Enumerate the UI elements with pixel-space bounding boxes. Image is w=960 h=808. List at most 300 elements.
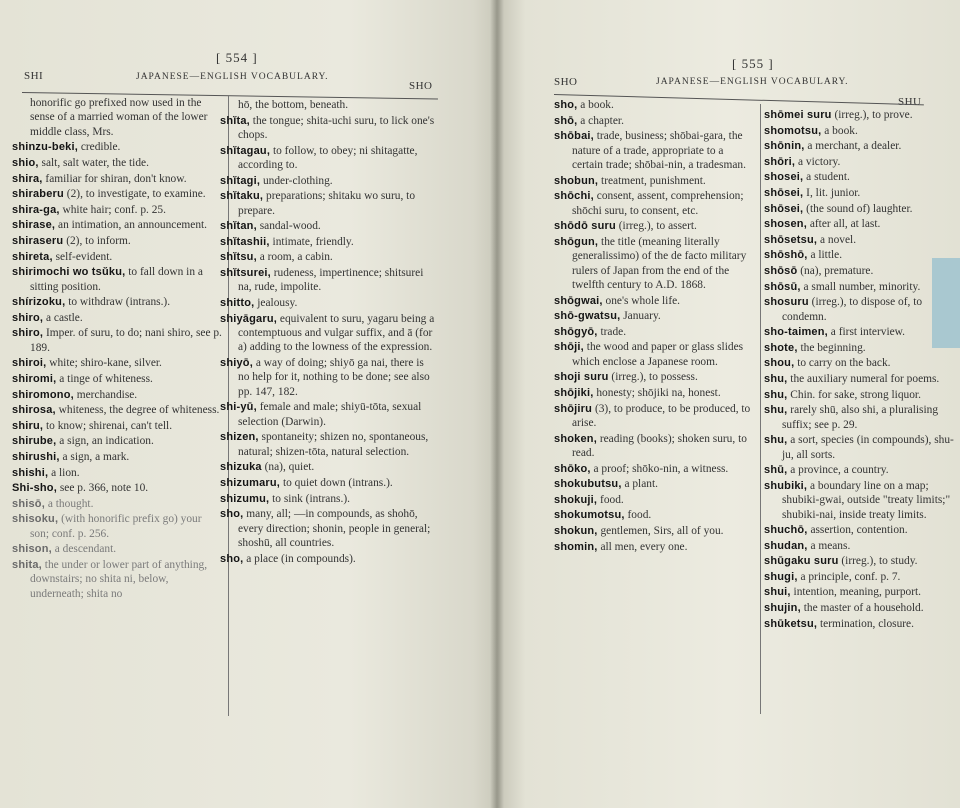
entry-definition: a sort, species (in compounds), shu-ju, all sorts. (782, 434, 954, 461)
entry-headword: shizumu, (220, 492, 270, 505)
entry-definition: the title (meaning literally generalissimo) of the de facto military rulers of Japan from the end of the twelfth century to A.D. 1868. (572, 235, 747, 291)
left-page-number: [ 554 ] (216, 50, 258, 65)
dictionary-entry (220, 98, 435, 112)
dictionary-entry (764, 170, 954, 184)
entry-definition: (with honorific prefix go) your son; conf. p. 256. (30, 513, 202, 540)
entry-headword: shō, (554, 114, 578, 127)
entry-headword: shiro, (12, 311, 44, 324)
entry-definition: (irreg.), to possess. (611, 371, 698, 384)
dictionary-entry (220, 507, 435, 550)
entry-headword: shu, (764, 434, 788, 447)
dictionary-entry (220, 189, 435, 218)
right-page (498, 0, 960, 808)
dictionary-entry (220, 356, 435, 399)
dictionary-entry (764, 202, 954, 216)
entry-headword: shomotsu, (764, 124, 822, 137)
dictionary-entry (12, 466, 222, 480)
dictionary-entry (764, 403, 954, 432)
dictionary-entry (12, 372, 222, 386)
entry-headword: shōchi, (554, 190, 594, 203)
entry-definition: to know; shirenai, can't tell. (46, 419, 173, 432)
dictionary-entry (12, 326, 222, 355)
entry-definition: a novel. (820, 233, 857, 246)
dictionary-entry (764, 585, 954, 599)
dictionary-entry (554, 129, 754, 172)
dictionary-entry (764, 217, 954, 231)
entry-headword: shudan, (764, 539, 808, 552)
entry-definition: gentlemen, Sirs, all of you. (600, 524, 724, 537)
entry-definition: the tongue; shita-uchi suru, to lick one's chops. (238, 114, 435, 141)
entry-headword: shira, (12, 172, 43, 185)
entry-definition: a room, a cabin. (259, 251, 333, 264)
dictionary-entry (764, 233, 954, 247)
left-column-2-entries (220, 98, 435, 567)
entry-definition: a victory. (798, 155, 841, 168)
entry-definition: assertion, contention. (810, 524, 908, 537)
dictionary-entry (554, 493, 754, 507)
dictionary-entry (764, 617, 954, 631)
entry-headword: shūketsu, (764, 617, 818, 630)
entry-definition: treatment, punishment. (601, 174, 706, 187)
entry-definition: to withdraw (intrans.). (68, 296, 171, 309)
dictionary-entry (764, 139, 954, 153)
entry-headword: shirosa, (12, 404, 56, 417)
dictionary-entry (764, 539, 954, 553)
entry-headword: shinzu-beki, (12, 141, 78, 154)
entry-headword: shiromi, (12, 372, 57, 385)
entry-definition: a small number, minority. (803, 280, 921, 293)
entry-headword: shiyāgaru, (220, 312, 278, 325)
entry-headword: shiru, (12, 419, 44, 432)
dictionary-entry (554, 98, 754, 112)
entry-headword: sho, (554, 99, 578, 111)
entry-definition: the master of a household. (803, 602, 924, 615)
entry-headword: shote, (764, 341, 798, 354)
entry-definition: female and male; shiyū-tōta, sexual selection (Darwin). (238, 401, 422, 428)
entry-definition: (irreg.), to assert. (618, 220, 697, 233)
dictionary-entry (764, 264, 954, 278)
dictionary-entry (764, 341, 954, 355)
dictionary-entry (220, 552, 435, 566)
entry-definition: a little. (810, 249, 843, 262)
entry-definition: equivalent to suru, yagaru being a contemptuous and vulgar suffix, and ā (for a) adding to the lowness of the expression. (238, 312, 435, 354)
entry-definition: credible. (80, 141, 121, 154)
dictionary-entry (554, 432, 754, 461)
entry-definition: a boundary line on a map; shubiki-gwai, outside "treaty limits;" shubiki-nai, inside treaty limits. (782, 479, 951, 521)
dictionary-entry (220, 114, 435, 143)
right-page-number: [ 555 ] (732, 56, 774, 71)
entry-headword: shirushi, (12, 450, 60, 463)
entry-definition: (na), quiet. (264, 461, 315, 474)
dictionary-entry (764, 295, 954, 324)
entry-definition: preparations; shitaku wo suru, to prepare. (238, 190, 416, 217)
entry-headword: shĭtsurei, (220, 266, 271, 279)
entry-headword: shū, (764, 464, 788, 477)
entry-headword: sho, (220, 552, 244, 565)
dictionary-entry (554, 477, 754, 491)
entry-definition: under-clothing. (262, 174, 333, 187)
entry-definition: Imper. of suru, to do; nani shiro, see p. 189. (30, 327, 222, 354)
dictionary-entry (554, 325, 754, 339)
entry-headword: shui, (764, 586, 791, 599)
dictionary-entry (12, 172, 222, 186)
entry-headword: shōnin, (764, 140, 805, 153)
dictionary-entry (764, 570, 954, 584)
entry-headword: shūgaku suru (764, 555, 839, 568)
entry-definition: jealousy. (257, 296, 298, 309)
dictionary-entry (12, 250, 222, 264)
entry-headword: shizumaru, (220, 476, 281, 489)
entry-definition: termination, closure. (820, 617, 914, 630)
dictionary-entry (12, 542, 222, 556)
entry-definition: white; shiro-kane, silver. (49, 357, 162, 370)
entry-headword: shokun, (554, 524, 598, 537)
entry-definition: self-evident. (55, 250, 113, 263)
entry-headword: shōjiru (554, 402, 593, 415)
dictionary-entry (12, 419, 222, 433)
entry-definition: familiar for shiran, don't know. (45, 172, 187, 185)
entry-headword: Shi-sho, (12, 482, 57, 495)
entry-definition: a place (in compounds). (246, 552, 356, 565)
entry-definition: to quiet down (intrans.). (282, 476, 393, 489)
entry-headword: shujin, (764, 602, 801, 615)
entry-headword: shōsei, (764, 202, 804, 215)
entry-headword: shisō, (12, 497, 45, 510)
entry-headword: shiyō, (220, 356, 253, 369)
entry-headword: shi-yū, (220, 401, 257, 414)
dictionary-entry (12, 203, 222, 217)
entry-definition: a thought. (47, 497, 94, 510)
dictionary-entry (554, 114, 754, 128)
dictionary-entry (554, 540, 754, 554)
dictionary-entry (554, 189, 754, 218)
book-gutter (490, 0, 504, 808)
entry-definition: Chin. for sake, strong liquor. (790, 388, 921, 401)
dictionary-entry (554, 508, 754, 522)
entry-headword: shu, (764, 388, 788, 401)
right-header-title: JAPANESE—ENGLISH VOCABULARY. (656, 77, 849, 87)
dictionary-entry (220, 235, 435, 249)
entry-headword: shishi, (12, 466, 49, 479)
entry-headword: shōgun, (554, 235, 599, 248)
entry-headword: shoji suru (554, 371, 609, 384)
dictionary-entry (554, 219, 754, 233)
entry-definition: (irreg.), to study. (841, 555, 918, 568)
entry-definition: a tinge of whiteness. (59, 372, 153, 385)
dictionary-entry (764, 388, 954, 402)
entry-definition: an intimation, an announcement. (58, 219, 208, 232)
entry-headword: shio, (12, 157, 39, 169)
dictionary-entry (764, 108, 954, 122)
dictionary-entry (220, 400, 435, 429)
entry-headword: shirase, (12, 219, 56, 232)
dictionary-entry (12, 156, 222, 170)
dictionary-entry (12, 234, 222, 248)
entry-headword: shōjiki, (554, 386, 594, 399)
left-column-1-entries (12, 96, 222, 602)
entry-definition: spontaneity; shizen no, spontaneous, natural; shizen-tōta, natural selection. (238, 431, 429, 458)
entry-headword: shōri, (764, 155, 796, 168)
entry-headword: shison, (12, 543, 52, 556)
right-column-2 (764, 108, 954, 708)
entry-definition: trade, business; shōbai-gara, the nature of a trade, appropriate to a certain trade; shōbai-nin, a tradesman. (572, 130, 746, 171)
entry-definition: to carry on the back. (797, 357, 891, 370)
entry-definition: January. (623, 310, 661, 323)
entry-headword: shou, (764, 357, 795, 370)
dictionary-entry (220, 266, 435, 295)
dictionary-entry (12, 388, 222, 402)
entry-definition: a sign, a mark. (62, 450, 130, 463)
entry-headword: shĭtagi, (220, 174, 261, 187)
entry-headword: shokuji, (554, 493, 598, 506)
entry-definition: (irreg.), to dispose of, to condemn. (782, 296, 923, 323)
entry-headword: shĭta, (220, 114, 250, 127)
entry-definition: a descendant. (54, 543, 117, 556)
entry-headword: shiromono, (12, 388, 74, 401)
entry-definition: I, lit. junior. (806, 186, 861, 199)
entry-headword: shĭtagau, (220, 144, 271, 157)
entry-definition: consent, assent, comprehension; shōchi suru, to consent, etc. (572, 190, 744, 217)
entry-headword: shōsei, (764, 186, 804, 199)
entry-definition: (2), to investigate, to examine. (66, 188, 206, 201)
entry-definition: a first interview. (830, 326, 906, 339)
entry-headword: shubiki, (764, 479, 808, 492)
entry-definition: (na), premature. (800, 264, 874, 277)
dictionary-entry (12, 403, 222, 417)
left-header-guide-end: SHO (409, 80, 433, 92)
entry-headword: shosuru (764, 296, 809, 309)
dictionary-entry (554, 524, 754, 538)
entry-definition: honesty; shōjiki na, honest. (596, 386, 721, 399)
entry-headword: shōgyō, (554, 325, 598, 338)
dictionary-entry (220, 476, 435, 490)
dictionary-entry (12, 265, 222, 294)
entry-definition: rudeness, impertinence; shitsurei na, rude, impolite. (238, 266, 424, 294)
entry-definition: the auxiliary numeral for poems. (790, 372, 940, 385)
entry-definition: a province, a country. (790, 464, 889, 477)
dictionary-entry (220, 312, 435, 355)
dictionary-entry (220, 144, 435, 173)
entry-definition: sandal-wood. (259, 220, 321, 233)
entry-headword: shita, (12, 558, 42, 571)
dictionary-entry (12, 295, 222, 309)
entry-headword: shōko, (554, 462, 591, 475)
entry-headword: shosen, (764, 218, 807, 231)
entry-headword: shokubutsu, (554, 478, 622, 491)
entry-definition: a book. (824, 124, 858, 137)
dictionary-entry (12, 356, 222, 370)
entry-headword: shu, (764, 404, 788, 417)
dictionary-entry (220, 174, 435, 188)
entry-headword: sho, (220, 508, 244, 521)
dictionary-entry (554, 340, 754, 369)
dictionary-entry (12, 497, 222, 511)
entry-headword: shĭtaku, (220, 190, 264, 203)
entry-headword: shĭtsu, (220, 251, 257, 264)
entry-headword: shōmei suru (764, 109, 832, 121)
dictionary-entry (12, 434, 222, 448)
entry-definition: hō, the bottom, beneath. (238, 99, 349, 111)
right-header-guide-end: SHU (898, 96, 922, 108)
dictionary-entry (12, 311, 222, 325)
entry-definition: salt, salt water, the tide. (41, 157, 149, 169)
entry-headword: shōbai, (554, 130, 594, 143)
entry-headword: shĭtashii, (220, 235, 270, 248)
entry-headword: shōshō, (764, 249, 808, 262)
dictionary-entry (12, 218, 222, 232)
entry-definition: a merchant, a dealer. (807, 140, 902, 153)
entry-headword: shobun, (554, 174, 599, 187)
entry-definition: a book. (580, 99, 614, 111)
entry-definition: intention, meaning, purport. (793, 586, 922, 599)
entry-definition: all men, every one. (600, 540, 688, 553)
entry-headword: sho-taimen, (764, 326, 828, 339)
entry-headword: shiraseru (12, 234, 64, 247)
entry-definition: reading (books); shoken suru, to read. (572, 432, 747, 459)
dictionary-entry (764, 433, 954, 462)
entry-definition: food. (600, 493, 624, 506)
dictionary-entry (764, 186, 954, 200)
dictionary-entry (764, 325, 954, 339)
entry-definition: honorific go prefixed now used in the sense of a married woman of the lower middle class, Mrs. (30, 97, 208, 138)
entry-definition: to follow, to obey; ni shitagatte, according to. (238, 144, 418, 171)
entry-headword: shira-ga, (12, 203, 60, 216)
dictionary-entry (220, 296, 435, 310)
entry-definition: the wood and paper or glass slides which enclose a Japanese room. (572, 341, 744, 368)
entry-headword: shisoku, (12, 513, 59, 526)
entry-definition: a principle, conf. p. 7. (800, 570, 901, 583)
dictionary-entry (764, 479, 954, 522)
right-column-2-entries (764, 108, 954, 632)
entry-definition: a sign, an indication. (59, 435, 154, 448)
entry-definition: after all, at last. (809, 218, 881, 231)
dictionary-entry (764, 155, 954, 169)
entry-definition: the under or lower part of anything, downstairs; no shita ni, below, underneath; shita no (30, 558, 208, 600)
entry-definition: many, all; —in compounds, as shohō, every direction; shonin, people in general; shoshū, all countries. (238, 508, 431, 549)
entry-definition: a plant. (624, 478, 658, 491)
entry-definition: rarely shū, also shi, a pluralising suffix; see p. 29. (782, 404, 939, 431)
entry-headword: shōsū, (764, 280, 801, 293)
dictionary-entry (554, 386, 754, 400)
entry-headword: shu, (764, 372, 788, 385)
dictionary-entry (764, 463, 954, 477)
left-column-2 (220, 98, 435, 718)
dictionary-entry (764, 554, 954, 568)
dictionary-entry (12, 512, 222, 541)
entry-definition: see p. 366, note 10. (59, 482, 149, 495)
entry-headword: shiraberu (12, 188, 64, 201)
entry-definition: food. (627, 509, 652, 522)
dictionary-entry (554, 309, 754, 323)
entry-headword: shōgwai, (554, 294, 603, 307)
right-column-1-entries (554, 98, 754, 555)
dictionary-entry (220, 250, 435, 264)
dictionary-entry (764, 372, 954, 386)
dictionary-entry (764, 280, 954, 294)
entry-headword: shōdō suru (554, 220, 616, 233)
left-column-1 (12, 96, 222, 716)
entry-headword: shírizoku, (12, 296, 66, 309)
dictionary-entry (12, 481, 222, 495)
entry-definition: a lion. (51, 466, 80, 479)
entry-headword: shosei, (764, 171, 804, 184)
entry-headword: shitto, (220, 296, 255, 309)
entry-headword: shirube, (12, 435, 57, 448)
entry-headword: shireta, (12, 250, 53, 263)
dictionary-entry (554, 174, 754, 188)
entry-definition: a student. (806, 171, 850, 184)
entry-definition: a castle. (46, 311, 83, 324)
dictionary-entry (220, 219, 435, 233)
entry-definition: a means. (810, 539, 851, 552)
entry-definition: white hair; conf. p. 25. (62, 203, 166, 216)
entry-definition: a chapter. (580, 114, 624, 127)
dictionary-entry (12, 140, 222, 154)
left-header-title: JAPANESE—ENGLISH VOCABULARY. (136, 72, 329, 82)
dictionary-entry (220, 430, 435, 459)
entry-definition: (3), to produce, to be produced, to arise. (572, 402, 751, 429)
entry-definition: trade. (600, 325, 627, 338)
entry-headword: shizuka (220, 461, 262, 474)
entry-definition: (2), to inform. (66, 234, 131, 247)
left-header-guide-start: SHI (24, 70, 44, 82)
entry-headword: shiroi, (12, 357, 47, 370)
dictionary-entry (554, 294, 754, 308)
entry-headword: shirimochi wo tsŭku, (12, 266, 126, 279)
entry-definition: to sink (intrans.). (272, 492, 350, 505)
entry-definition: (irreg.), to prove. (834, 109, 913, 121)
dictionary-entry (764, 601, 954, 615)
right-header-guide-start: SHO (554, 76, 578, 88)
entry-headword: shoken, (554, 432, 597, 445)
entry-headword: shō-gwatsu, (554, 310, 621, 323)
entry-definition: the beginning. (800, 341, 866, 354)
entry-headword: shizen, (220, 431, 259, 444)
dictionary-entry (220, 492, 435, 506)
entry-headword: shiro, (12, 327, 44, 340)
entry-definition: intimate, friendly. (272, 235, 354, 248)
dictionary-entry (764, 356, 954, 370)
entry-definition: a way of doing; shiyō ga nai, there is no help for it, nothing to be done; see also pp. 147, 182. (238, 356, 430, 398)
entry-headword: shĭtan, (220, 220, 257, 233)
dictionary-entry (12, 450, 222, 464)
entry-headword: shokumotsu, (554, 509, 625, 522)
entry-definition: whiteness, the degree of whiteness. (58, 404, 220, 417)
entry-headword: shuchō, (764, 524, 808, 537)
entry-definition: one's whole life. (605, 294, 681, 307)
entry-headword: shōsō (764, 264, 798, 277)
entry-definition: a proof; shōko-nin, a witness. (593, 462, 729, 475)
dictionary-entry (554, 235, 754, 293)
entry-definition: to fall down in a sitting position. (30, 266, 203, 293)
entry-headword: shugi, (764, 570, 798, 583)
dictionary-entry (12, 187, 222, 201)
entry-definition: merchandise. (76, 388, 138, 401)
right-column-divider (760, 104, 761, 714)
dictionary-entry (12, 96, 222, 139)
entry-headword: shomin, (554, 540, 598, 553)
entry-headword: shōsetsu, (764, 233, 818, 246)
dictionary-entry (764, 124, 954, 138)
dictionary-entry (12, 558, 222, 601)
entry-headword: shōji, (554, 341, 584, 354)
entry-definition: (the sound of) laughter. (806, 202, 913, 215)
dictionary-entry (764, 248, 954, 262)
dictionary-entry (554, 370, 754, 384)
right-column-1 (554, 98, 754, 718)
dictionary-entry (554, 402, 754, 431)
dictionary-entry (220, 460, 435, 474)
